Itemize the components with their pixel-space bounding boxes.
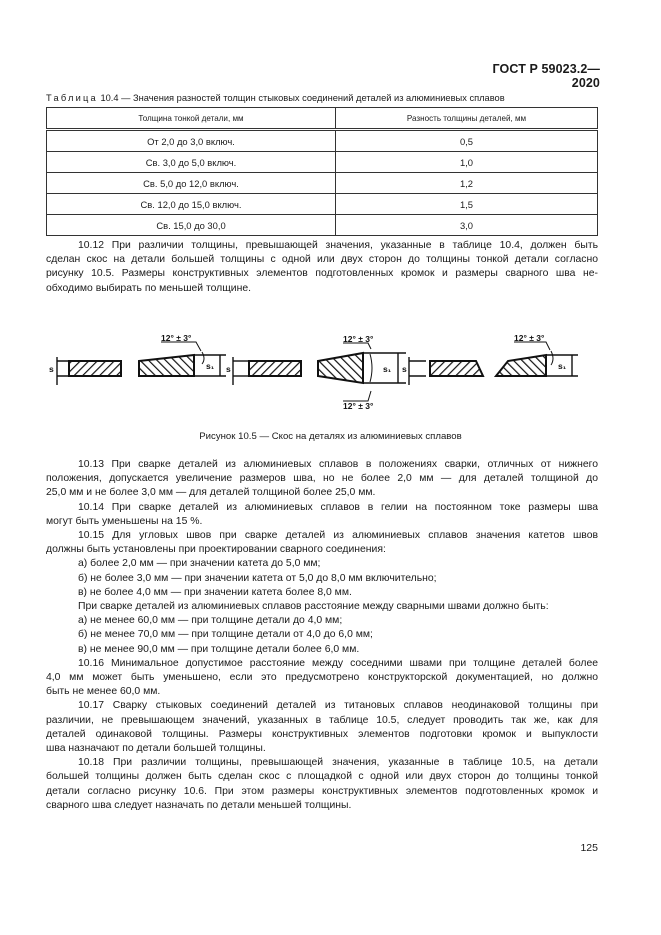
page-number: 125 (580, 842, 598, 854)
table-caption-label: Таблица (46, 93, 98, 103)
text-line: 10.17 Сварку стыковых соединений деталей из титановых сплавов неодинаковой толщины при (78, 700, 598, 712)
text-line: шва назначают по детали большей толщины. (46, 743, 266, 755)
text-line: 10.12 При различии толщины, превышающей значения, указанные в таблице 10.4, должен быть (78, 240, 598, 251)
body-text (46, 458, 598, 813)
figure-caption: Рисунок 10.5 — Скос на деталях из алюминиевых сплавов (199, 431, 462, 442)
table-cell: 3,0 (336, 215, 598, 236)
text-line: быть не менее 60,0 мм. (46, 686, 161, 698)
figure-10-5-bevel-diagram (46, 335, 601, 410)
table-cell: 0,5 (336, 130, 598, 152)
text-line: положения, допускается увеличение размеров шва, но не более 2,0 мм — для деталей толщиной до (46, 473, 598, 485)
angle-label-top: 12° ± 3° (343, 335, 374, 344)
text-line: рисунку 10.5. Размеры конструктивных элементов подготовленных кромок и размеры сварного шва не- (46, 268, 598, 280)
angle-label: 12° ± 3° (161, 335, 192, 343)
table-header-row (47, 108, 598, 130)
table-cell: 1,2 (336, 173, 598, 194)
thickness-s-label: s (402, 364, 407, 374)
list-item: б) не менее 70,0 мм — при толщине детали от 4,0 до 6,0 мм; (78, 629, 373, 641)
table-cell: Св. 15,0 до 30,0 (47, 215, 336, 236)
text-line: сделан скос на детали большей толщины с одной или двух сторон до толщины тонкой детали согласно (46, 254, 598, 266)
table-cell: Св. 3,0 до 5,0 включ. (47, 152, 336, 173)
angle-label-bottom: 12° ± 3° (343, 401, 374, 410)
thickness-s1-label: s₁ (383, 364, 392, 374)
text-line: могут быть уменьшены на 15 %. (46, 515, 203, 527)
thickness-s-label: s (226, 364, 231, 374)
text-line: различии, не превышающем значений, указанных в таблице 10.5, следует проводить так же, как для (46, 714, 598, 726)
thickness-difference-table (46, 107, 598, 236)
table-row (47, 194, 598, 215)
text-line: 10.13 При сварке деталей из алюминиевых сплавов в положениях сварки, отличных от нижнего (78, 459, 598, 470)
text-line: большей толщины должен быть сделан скос с площадкой с одной или двух сторон до толщины тонкой (46, 771, 598, 783)
table-row (47, 130, 598, 152)
text-line: деталей одинаковой толщины. Размеры конструктивных элементов подготовки кромок и выпуклости (46, 728, 598, 740)
table-cell: 1,5 (336, 194, 598, 215)
text-line: обходимо выбирать по меньшей толщине. (46, 282, 252, 294)
list-item: б) не более 3,0 мм — при значении катета от 5,0 до 8,0 мм включительно; (78, 572, 437, 584)
table-row (47, 173, 598, 194)
list-item: в) не менее 90,0 мм — при толщине детали более 6,0 мм. (78, 643, 360, 655)
text-line: 25,0 мм и не более 3,0 мм — для деталей толщиной более 25,0 мм. (46, 487, 376, 499)
table-cell: От 2,0 до 3,0 включ. (47, 130, 336, 152)
text-line: детали согласно рисунку 10.6. При этом размеры конструктивных элементов подготовленных кромок и (46, 785, 598, 797)
text-line: 10.15 Для угловых швов при сварке деталей из алюминиевых сплавов значения катетов швов (78, 530, 598, 542)
table-row (47, 215, 598, 236)
list-intro: При сварке деталей из алюминиевых сплавов расстояние между сварными швами должно быть: (78, 601, 549, 613)
table-cell: Св. 12,0 до 15,0 включ. (47, 194, 336, 215)
list-item: в) не более 4,0 мм — при значении катета более 8,0 мм. (78, 586, 352, 598)
text-line: 4,0 мм может быть уменьшено, если это предусмотрено конструкторской документацией, но должно (46, 672, 598, 684)
document-id-header: ГОСТ Р 59023.2—2020 (492, 62, 600, 90)
text-line: сварного шва следует назначать по детали меньшей толщины. (46, 799, 352, 811)
table-cell: 1,0 (336, 152, 598, 173)
table-caption-text: 10.4 — Значения разностей толщин стыковых соединений деталей из алюминиевых сплавов (97, 93, 505, 103)
text-line: 10.16 Минимальное допустимое расстояние между соседними швами при толщине деталей более (78, 657, 598, 669)
text-line: 10.14 При сварке деталей из алюминиевых сплавов в гелии на постоянном токе размеры шва (78, 501, 598, 513)
column-header-thin-thickness: Толщина тонкой детали, мм (47, 108, 336, 130)
thickness-s1-label: s₁ (558, 361, 567, 371)
angle-label: 12° ± 3° (514, 335, 545, 343)
paragraph-10-12 (46, 239, 598, 296)
thickness-s-label: s (49, 364, 54, 374)
list-item: а) более 2,0 мм — при значении катета до 5,0 мм; (78, 558, 321, 570)
column-header-thickness-difference: Разность толщины деталей, мм (336, 108, 598, 130)
text-line: 10.18 При различии толщины, превышающей значения, указанные в таблице 10.5, на детали (78, 757, 598, 769)
table-row (47, 152, 598, 173)
text-line: должны быть установлены при проектировании сварного соединения: (46, 544, 386, 556)
table-cell: Св. 5,0 до 12,0 включ. (47, 173, 336, 194)
thickness-s1-label: s₁ (206, 361, 215, 371)
list-item: а) не менее 60,0 мм — при толщине детали до 4,0 мм; (78, 615, 343, 627)
table-caption (46, 93, 505, 103)
